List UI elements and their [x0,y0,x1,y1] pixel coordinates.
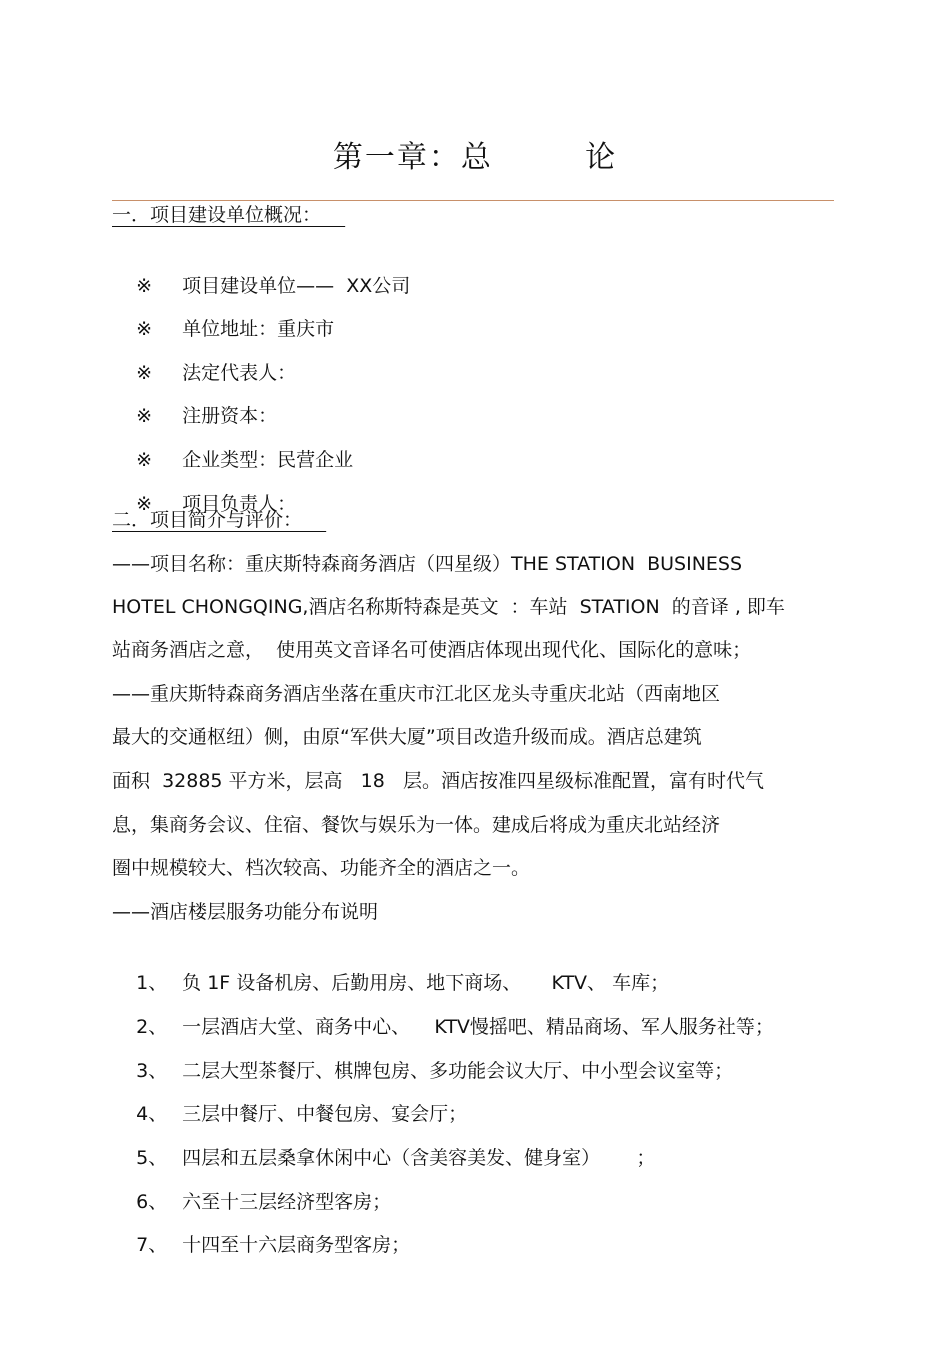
floor-text: 二层大型茶餐厅、棋牌包房、多功能会议大厅、中小型会议室等； [182,1060,734,1082]
item-text: 项目建设单位—— XX公司 [182,275,411,297]
paragraph-line: 站商务酒店之意， 使用英文音译名可使酒店体现出现代化、国际化的意味； [112,639,752,661]
paragraph-line: 面积 32885 平方米，层高 18 层。酒店按准四星级标准配置，富有时代气 [112,770,764,792]
section2-heading: 二．项目简介与评价： [112,509,327,531]
bullet-symbol: ※ [136,275,153,297]
item-text: 企业类型：民营企业 [182,449,354,471]
floor-number: 4、 [136,1103,168,1125]
paragraph-line: HOTEL CHONGQING,酒店名称斯特森是英文 ：车站 STATION 的音译 , 即车 [112,596,785,618]
paragraph-line: 最大的交通枢纽）侧，由原“军供大厦”项目改造升级而成。酒店总建筑 [112,726,702,748]
floor-number: 5、 [136,1147,168,1169]
item-text: 项目负责人： [182,493,297,515]
item-text: 注册资本： [182,405,278,427]
paragraph-line: 息，集商务会议、住宿、餐饮与娱乐为一体。建成后将成为重庆北站经济 [112,814,721,836]
floor-item [112,1203,410,1287]
bullet-symbol: ※ [136,362,153,384]
bullet-symbol: ※ [136,493,153,515]
floor-number: 2、 [136,1016,168,1038]
chapter-title: 第一章：总 论 [332,140,618,175]
floor-number: 1、 [136,972,168,994]
floor-text: 负 1F 设备机房、后勤用房、地下商场、 KTV、 车库； [182,972,670,994]
bullet-symbol: ※ [136,449,153,471]
item-text: 单位地址：重庆市 [182,318,335,340]
bullet-symbol: ※ [136,318,153,340]
floor-number: 7、 [136,1234,168,1256]
paragraph-line: ——酒店楼层服务功能分布说明 [112,901,379,923]
section1-heading: 一．项目建设单位概况： [112,204,346,226]
paragraph-line: 圈中规模较大、档次较高、功能齐全的酒店之一。 [112,857,531,879]
paragraph-line: ——项目名称：重庆斯特森商务酒店（四星级）THE STATION BUSINESS [112,553,743,575]
paragraph-line: ——重庆斯特森商务酒店坐落在重庆市江北区龙头寺重庆北站（西南地区 [112,683,721,705]
floor-text: 十四至十六层商务型客房； [182,1234,411,1256]
floor-text: 三层中餐厅、中餐包房、宴会厅； [182,1103,468,1125]
floor-number: 6、 [136,1191,168,1213]
item-text: 法定代表人： [182,362,297,384]
floor-text: 一层酒店大堂、商务中心、 KTV慢摇吧、精品商场、军人服务社等； [182,1016,774,1038]
floor-number: 3、 [136,1060,168,1082]
floor-text: 六至十三层经济型客房； [182,1191,392,1213]
bullet-symbol: ※ [136,405,153,427]
floor-text: 四层和五层桑拿休闲中心（含美容美发、健身室） ； [182,1147,656,1169]
